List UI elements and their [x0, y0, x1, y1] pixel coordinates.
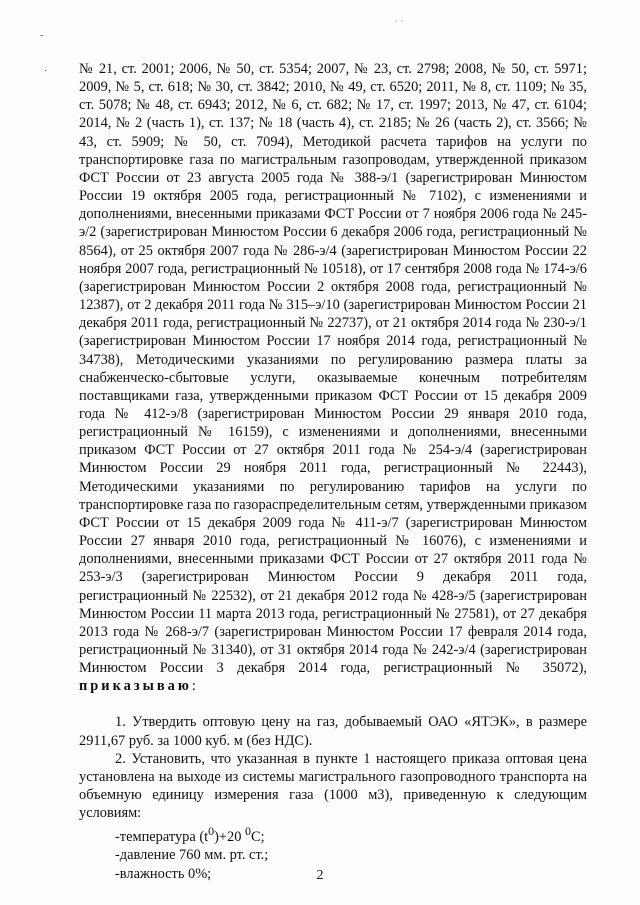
- condition-temperature-value: )+20: [214, 829, 246, 846]
- superscript: 0: [208, 824, 215, 839]
- scan-mark: · ·: [395, 16, 404, 26]
- order-word: приказываю: [79, 678, 192, 695]
- scan-mark: ·: [44, 66, 48, 77]
- condition-temperature: [79, 822, 587, 846]
- item-2: 2. Установить, что указанная в пункте 1 настоящего приказа оптовая цена установлена на выходе из системы магистрального газопроводного транспорта на объемную единицу измерения газа (1000 м3), приведенную к следующим условиям:: [79, 750, 587, 822]
- page-number: 2: [316, 868, 324, 883]
- condition-humidity: -влажность 0%;: [115, 865, 212, 882]
- order-colon: :: [191, 678, 196, 695]
- legal-basis-text: № 21, ст. 2001; 2006, № 50, ст. 5354; 2007, № 23, ст. 2798; 2008, № 50, ст. 5971; 2009, № 5, ст. 618; № 30, ст. 3842; 2010, № 49, ст. 6520; 2011, № 8, ст. 1109; № 35, ст. 5078; № 48, ст. 6943; 2012, № 6, ст. 682; № 17, ст. 1997; 2013, № 47, ст. 6104; 2014, № 2 (часть 1), ст. 137; № 18 (часть 4), ст. 2185; № 26 (часть 2), ст. 3566; № 43, ст. 5909; № 50, ст. 7094), Методикой расчета тарифов на услуги по транспортировке газа по магистральным газопроводам, утвержденной приказом ФСТ России от 23 августа 2005 года № 388-э/1 (зарегистрирован Минюстом России 19 октября 2005 года, регистрационный № 7102), с изменениями и дополнениями, внесенными приказами ФСТ России от 7 ноября 2006 года № 245-э/2 (зарегистрирован Минюстом России 6 декабря 2006 года, регистрационный № 8564), от 25 октября 2007 года № 286-э/4 (зарегистрирован Минюстом России 22 ноября 2007 года, регистрационный № 10518), от 17 сентября 2008 года № 174-э/6 (зарегистрирован Минюстом России 2 октября 2008 года, регистрационный № 12387), от 2 декабря 2011 года № 315–э/10 (зарегистрирован Минюстом России 21 декабря 2011 года, регистрационный № 22737), от 21 октября 2014 года № 230-э/1 (зарегистрирован Минюстом России 17 ноября 2014 года, регистрационный № 34738), Методическими указаниями по регулированию размера платы за снабженческо-сбытовые услуги, оказываемые конечным потребителям поставщиками газа, утвержденными приказом ФСТ России от 15 декабря 2009 года № 412-э/8 (зарегистрирован Минюстом России 29 января 2010 года, регистрационный № 16159), с изменениями и дополнениями, внесенными приказом ФСТ России от 27 октября 2011 года № 254-э/4 (зарегистрирован Минюстом России 29 ноября 2011 года, регистрационный № 22443), Методическими указаниями по регулированию тарифов на услуги по транспортировке газа по газораспределительным сетям, утвержденными приказом ФСТ России от 15 декабря 2009 года № 411-э/7 (зарегистрирован Минюстом России 27 января 2010 года, регистрационный № 16076), с изменениями и дополнениями, внесенными приказами ФСТ России от 27 октября 2011 года № 253-э/3 (зарегистрирован Минюстом России 9 декабря 2011 года, регистрационный № 22532), от 21 декабря 2012 года № 428-э/5 (зарегистрирован Минюстом России 11 марта 2013 года, регистрационный № 27581), от 27 декабря 2013 года № 268-э/7 (зарегистрирован Минюстом России 17 февраля 2014 года, регистрационный № 31340), от 31 октября 2014 года № 242-э/4 (зарегистрирован Минюстом России 3 декабря 2014 года, регистрационный № 35072),: [79, 61, 587, 677]
- condition-temperature-text: -температура (t: [115, 829, 209, 846]
- scan-mark: -: [40, 30, 44, 41]
- condition-pressure: -давление 760 мм. рт. ст.;: [115, 847, 269, 864]
- item-1: 1. Утвердить оптовую цену на газ, добываемый ОАО «ЯТЭК», в размере 2911,67 руб. за 1000 куб. м (без НДС).: [79, 714, 587, 749]
- superscript: 0: [245, 824, 252, 839]
- paragraph-legal-basis: [79, 60, 587, 695]
- condition-temperature-unit: C;: [251, 829, 265, 846]
- document-body: [79, 60, 587, 883]
- spacer: [79, 695, 587, 713]
